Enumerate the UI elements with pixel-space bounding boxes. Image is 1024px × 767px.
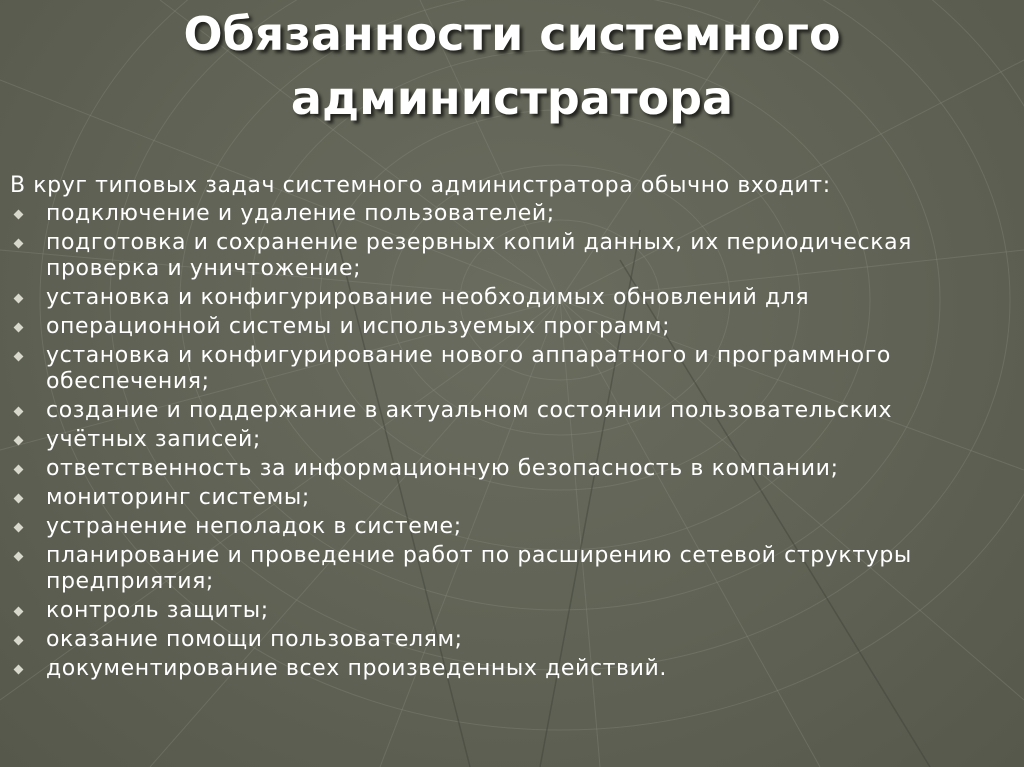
- diamond-bullet-icon: [14, 552, 24, 562]
- diamond-bullet-icon: [14, 323, 24, 333]
- list-item-text: ответственность за информационную безопасность в компании;: [46, 456, 839, 481]
- list-item-text: устранение неполадок в системе;: [46, 514, 462, 539]
- list-item-text: оказание помощи пользователям;: [46, 627, 463, 652]
- list-item: [10, 230, 1010, 282]
- diamond-bullet-icon: [14, 465, 24, 475]
- diamond-bullet-icon: [14, 239, 24, 249]
- list-item-text: документирование всех произведенных действий.: [46, 656, 668, 681]
- diamond-bullet-icon: [14, 407, 24, 417]
- slide-title-line-2: администратора: [290, 71, 734, 125]
- list-item: [10, 456, 1010, 482]
- list-item: [10, 285, 1010, 311]
- list-item: [10, 427, 1010, 453]
- slide-title: [0, 2, 1024, 130]
- diamond-bullet-icon: [14, 210, 24, 220]
- intro-text: В круг типовых задач системного администратора обычно входит:: [10, 173, 831, 198]
- list-item: [10, 343, 1010, 395]
- diamond-bullet-icon: [14, 352, 24, 362]
- diamond-bullet-icon: [14, 294, 24, 304]
- list-item-text: учётных записей;: [46, 427, 261, 452]
- list-item: [10, 656, 1010, 682]
- slide-title-line-1: Обязанности системного: [183, 7, 841, 61]
- list-item: [10, 201, 1010, 227]
- list-item: [10, 627, 1010, 653]
- diamond-bullet-icon: [14, 523, 24, 533]
- list-item: [10, 598, 1010, 624]
- list-item: [10, 314, 1010, 340]
- list-item: [10, 485, 1010, 511]
- diamond-bullet-icon: [14, 665, 24, 675]
- duties-list: [10, 201, 1010, 682]
- list-item-text: установка и конфигурирование необходимых обновлений для: [46, 285, 810, 310]
- diamond-bullet-icon: [14, 636, 24, 646]
- diamond-bullet-icon: [14, 436, 24, 446]
- diamond-bullet-icon: [14, 494, 24, 504]
- slide-body: [10, 173, 1010, 685]
- list-item-text: операционной системы и используемых программ;: [46, 314, 671, 339]
- list-item-text-continued: обеспечения;: [46, 369, 210, 394]
- list-item-text: контроль защиты;: [46, 598, 269, 623]
- list-item-text: создание и поддержание в актуальном состоянии пользовательских: [46, 398, 893, 423]
- list-item-text-continued: предприятия;: [46, 569, 214, 594]
- list-item: [10, 514, 1010, 540]
- list-item-text: планирование и проведение работ по расширению сетевой структуры: [46, 543, 912, 568]
- list-item-text: мониторинг системы;: [46, 485, 310, 510]
- diamond-bullet-icon: [14, 607, 24, 617]
- list-item: [10, 398, 1010, 424]
- list-item-text: установка и конфигурирование нового аппаратного и программного: [46, 343, 891, 368]
- list-item-text-continued: проверка и уничтожение;: [46, 256, 362, 281]
- list-item: [10, 543, 1010, 595]
- list-item-text: подключение и удаление пользователей;: [46, 201, 555, 226]
- list-item-text: подготовка и сохранение резервных копий данных, их периодическая: [46, 230, 912, 255]
